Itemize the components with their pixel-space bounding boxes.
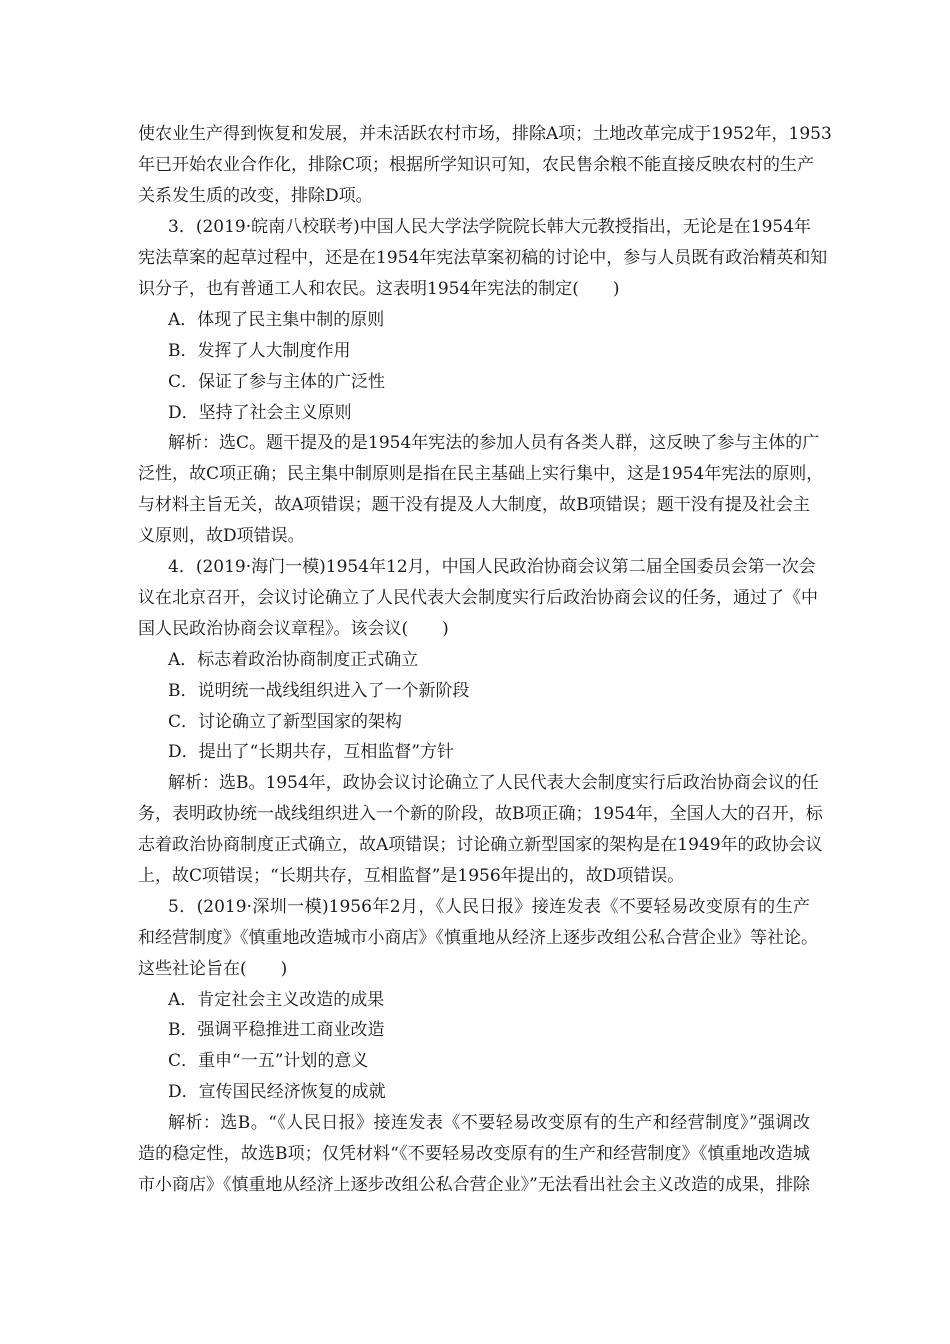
question-3-option-b: B．发挥了人大制度作用 [168, 341, 351, 361]
question-4-option-a: A．标志着政治协商制度正式确立 [168, 650, 419, 670]
intro-line: 关系发生质的改变，排除D项。 [138, 186, 373, 206]
intro-line: 使农业生产得到恢复和发展，并未活跃农村市场，排除A项；土地改革完成于1952年，1953 [138, 124, 832, 144]
question-4-analysis: 上，故C项错误；“长期共存，互相监督”是1956年提出的，故D项错误。 [138, 866, 685, 886]
question-3-option-d: D．坚持了社会主义原则 [168, 403, 352, 423]
question-5-option-d: D．宣传国民经济恢复的成就 [168, 1082, 386, 1102]
question-5-option-a: A．肯定社会主义改造的成果 [168, 990, 385, 1010]
question-3-stem: 3．(2019·皖南八校联考)中国人民大学法学院院长韩大元教授指出，无论是在1954年 [168, 217, 812, 237]
question-4-option-c: C．讨论确立了新型国家的架构 [168, 712, 403, 732]
question-5-analysis: 解析：选B。“《人民日报》接连发表《不要轻易改变原有的生产和经营制度》”强调改 [168, 1113, 810, 1133]
question-4-stem: 4．(2019·海门一模)1954年12月，中国人民政治协商会议第二届全国委员会第一次会 [168, 557, 816, 577]
question-3-stem: 识分子，也有普通工人和农民。这表明1954年宪法的制定( ) [138, 279, 620, 299]
question-3-analysis: 泛性，故C项正确；民主集中制原则是指在民主基础上实行集中，这是1954年宪法的原则， [138, 464, 824, 484]
question-3-stem: 宪法草案的起草过程中，还是在1954年宪法草案初稿的讨论中，参与人员既有政治精英和知 [138, 248, 828, 268]
question-5-stem: 和经营制度》《慎重地改造城市小商店》《慎重地从经济上逐步改组公私合营企业》等社论。 [138, 928, 818, 948]
question-3-option-a: A．体现了民主集中制的原则 [168, 310, 385, 330]
question-5-analysis: 造的稳定性，故选B项；仅凭材料“《不要轻易改变原有的生产和经营制度》《慎重地改造城 [138, 1144, 810, 1164]
question-4-stem: 国人民政治协商会议章程》。该会议( ) [138, 619, 449, 639]
question-4-analysis: 解析：选B。1954年，政协会议讨论确立了人民代表大会制度实行后政治协商会议的任 [168, 773, 819, 793]
question-3-option-c: C．保证了参与主体的广泛性 [168, 372, 386, 392]
question-5-option-b: B．强调平稳推进工商业改造 [168, 1020, 385, 1040]
question-5-stem: 5．(2019·深圳一模)1956年2月，《人民日报》接连发表《不要轻易改变原有的生产 [168, 897, 810, 917]
question-4-analysis: 务，表明政协统一战线组织进入一个新的阶段，故B项正确；1954年，全国人大的召开，标 [138, 804, 823, 824]
question-4-analysis: 志着政治协商制度正式确立，故A项错误；讨论确立新型国家的架构是在1949年的政协会议 [138, 835, 823, 855]
question-3-analysis: 解析：选C。题干提及的是1954年宪法的参加人员有各类人群，这反映了参与主体的广 [168, 433, 820, 453]
intro-line: 年已开始农业合作化，排除C项；根据所学知识可知，农民售余粮不能直接反映农村的生产 [138, 155, 815, 175]
question-5-analysis: 市小商店》《慎重地从经济上逐步改组公私合营企业》”无法看出社会主义改造的成果，排除 [138, 1175, 810, 1195]
question-5-option-c: C．重申“一五”计划的意义 [168, 1051, 369, 1071]
question-4-option-d: D．提出了“长期共存，互相监督”方针 [168, 742, 455, 762]
question-4-stem: 议在北京召开，会议讨论确立了人民代表大会制度实行后政治协商会议的任务，通过了《中 [138, 588, 818, 608]
question-5-stem: 这些社论旨在( ) [138, 959, 288, 979]
question-3-analysis: 义原则，故D项错误。 [138, 526, 305, 546]
question-4-option-b: B．说明统一战线组织进入了一个新阶段 [168, 681, 470, 701]
question-3-analysis: 与材料主旨无关，故A项错误；题干没有提及人大制度，故B项错误；题干没有提及社会主 [138, 495, 810, 515]
